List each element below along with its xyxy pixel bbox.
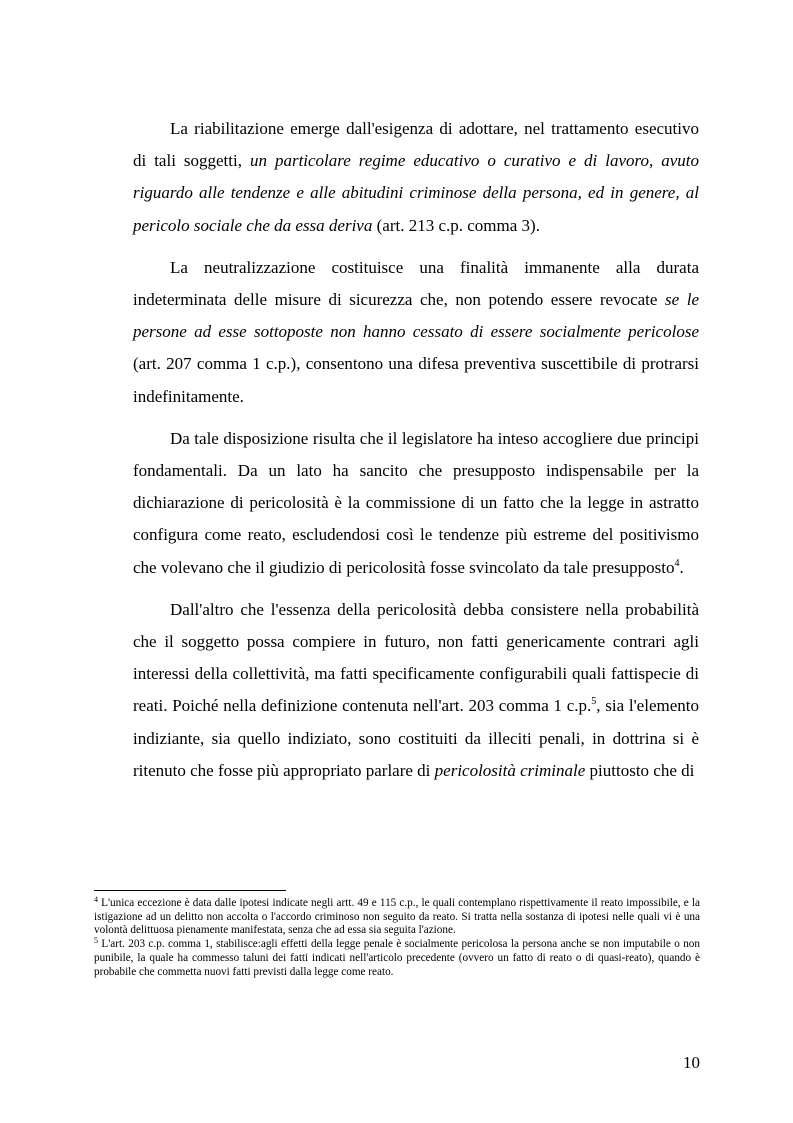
footnote-text: L'art. 203 c.p. comma 1, stabilisce:agli effetti della legge penale è socialmente pericolosa la persona anche se non imputabile o non punibile, la quale ha commesso taluni dei fatti indicati nell'articolo precedente (ovvero un fatto di reato o di quasi-reato), quando è probabile che commetta nuovi fatti previsti dalla legge come reato.: [94, 938, 700, 978]
paragraph-disposizione: [133, 423, 699, 584]
text-run: La neutralizzazione costituisce una finalità immanente alla durata indeterminata delle misure di sicurezza che, non potendo essere revocate: [133, 257, 699, 310]
footnote-ref-5: 5: [591, 696, 597, 708]
paragraph-riabilitazione: [133, 113, 699, 242]
text-run: , sia l'elemento indiziante, sia quello indiziato, sono costituiti da illeciti penali, in dottrina si è ritenuto che fosse più appropriato parlare di: [133, 696, 699, 780]
footnote-5: [94, 938, 700, 979]
italic-term: pericolosità criminale: [434, 760, 586, 780]
footnote-ref-4: 4: [674, 557, 680, 569]
italic-quote: se le persone ad esse sottoposte non hanno cessato di essere socialmente pericolose: [133, 290, 700, 342]
paragraph-pericolosita: [133, 594, 699, 787]
page-number: 10: [683, 1053, 700, 1072]
text-run: Dall'altro che l'essenza della pericolosità debba consistere nella probabilità che il soggetto possa compiere in futuro, non fatti genericamente contrari agli interessi della collettività, ma fatti specificamente configurabili quali fattispecie di reati. Poiché nella definizione contenuta nell'art. 203 comma 1 c.p.: [133, 599, 699, 716]
footnote-mark: 5: [94, 936, 98, 946]
text-run: piuttosto che di: [585, 760, 695, 780]
footnote-4: [94, 897, 700, 938]
text-run: (art. 207 comma 1 c.p.), consentono una difesa preventiva suscettibile di protrarsi indefinitamente.: [133, 354, 699, 406]
footnote-text: L'unica eccezione è data dalle ipotesi indicate negli artt. 49 e 115 c.p., le quali contemplano rispettivamente il reato impossibile, e la istigazione ad un delitto non accolta o l'accordo criminoso non seguito da reato. Si tratta nella sostanza di ipotesi nelle quali vi è una volontà delittuosa pienamente manifestata, senza che ad essa sia seguita l'azione.: [94, 897, 700, 937]
text-run: Da tale disposizione risulta che il legislatore ha inteso accogliere due principi fondamentali. Da un lato ha sancito che presupposto indispensabile per la dichiarazione di pericolosità è la commissione di un fatto che la legge in astratto configura come reato, escludendosi così le tendenze più estreme del positivismo che volevano che il giudizio di pericolosità fosse svincolato da tale presupposto: [133, 428, 699, 577]
footnote-mark: 4: [94, 895, 98, 904]
paragraph-neutralizzazione: [133, 252, 699, 413]
footnote-separator: [94, 890, 286, 891]
text-run: (art. 213 c.p. comma 3).: [372, 215, 540, 235]
italic-quote: un particolare regime educativo o curativo e di lavoro, avuto riguardo alle tendenze e alle abitudini criminose della persona, ed in genere, al pericolo sociale che da essa deriva: [133, 151, 699, 235]
text-run: La riabilitazione emerge dall'esigenza di adottare, nel trattamento esecutivo di tali soggetti,: [133, 119, 699, 171]
body-text: [133, 113, 699, 797]
footnotes: [94, 897, 700, 979]
text-run: .: [679, 557, 684, 577]
